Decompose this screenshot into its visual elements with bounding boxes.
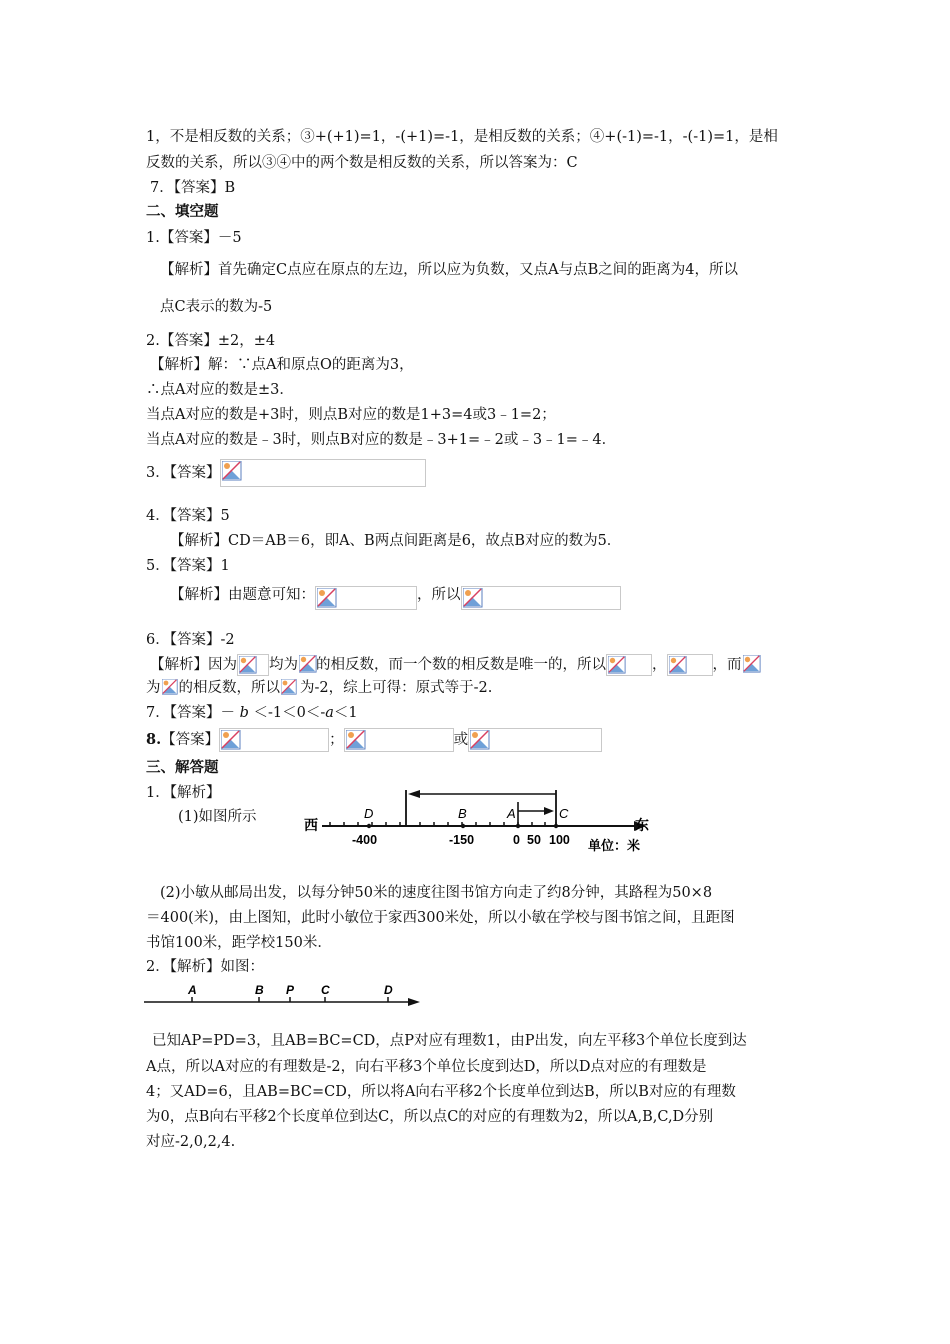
analysis-line: 点C表示的数为-5 [160, 299, 273, 315]
analysis-text: 的相反数，而一个数的相反数是唯一的，所以 [316, 657, 606, 673]
number-line-figure-2 [140, 978, 425, 1008]
point-label: C [559, 806, 569, 821]
text-line: 当点A对应的数是﹣3时，则点B对应的数是﹣3+1=﹣2或﹣3﹣1=﹣4． [146, 432, 617, 448]
analysis-line [150, 654, 762, 676]
analysis-text: 【解析】因为 [150, 657, 237, 673]
image-placeholder-icon [468, 728, 602, 752]
point-label: P [286, 983, 295, 997]
image-placeholder-icon [344, 728, 454, 752]
text-line: 1，不是相反数的关系；③+(+1)=1，-(+1)=-1，是相反数的关系；④+(-1)=-1，-(-1)=1，是相 [146, 129, 778, 145]
unit-label: 单位：米 [588, 838, 641, 853]
math-variable: b [239, 705, 249, 721]
answer-text: ； [329, 732, 344, 748]
math-variable: a [325, 705, 334, 721]
analysis-line: 2．【解析】如图： [146, 959, 264, 975]
analysis-line: 【解析】首先确定C点应在原点的左边，所以应为负数，又点A与点B之间的距离为4，所以 [160, 262, 738, 278]
tick-label: -150 [449, 833, 475, 847]
paragraph-line: 4；又AD=6，且AB=BC=CD，所以将A向右平移2个长度单位到达B，所以B对应的有理数 [146, 1084, 736, 1100]
tick-label: -400 [352, 833, 378, 847]
answer-text: ＜-1＜0＜- [248, 705, 326, 721]
answer-text: ＜1 [333, 705, 358, 721]
paragraph-line: (2)小敏从邮局出发，以每分钟50米的速度往图书馆方向走了约8分钟，其路程为50×8 [160, 885, 713, 901]
analysis-text: 均为 [269, 657, 298, 673]
answer-line [146, 728, 602, 752]
analysis-line: 1．【解析】 [146, 785, 221, 801]
image-placeholder-icon [742, 654, 762, 676]
answer-line: 7．【答案】B [150, 180, 236, 196]
answer-line [146, 703, 358, 723]
image-placeholder-icon [461, 586, 621, 610]
image-placeholder-icon [161, 678, 179, 698]
answer-line: 6．【答案】-2 [146, 632, 235, 648]
tick-label: 0 [513, 833, 520, 847]
paragraph-line: 对应-2,0,2,4. [146, 1134, 236, 1150]
question-number: 8. [146, 731, 162, 748]
paragraph-line: ＝400(米)，由上图知，此时小敏位于家西300米处，所以小敏在学校与图书馆之间，且距图 [146, 910, 735, 926]
answer-line: 2.【答案】±2，±4 [146, 333, 276, 349]
analysis-text: ，而 [712, 657, 742, 673]
text-line: 当点A对应的数是+3时，则点B对应的数是1+3=4或3﹣1=2； [146, 407, 556, 423]
answer-line [146, 459, 426, 487]
answer-text: 7．【答案】－ [146, 705, 240, 721]
point-label: B [255, 983, 264, 997]
answer-line: 5．【答案】1 [146, 558, 230, 574]
paragraph-line: 已知AP=PD=3，且AB=BC=CD，点P对应有理数1，由P出发，向左平移3个单位长度到达 [152, 1033, 747, 1049]
image-placeholder-icon [298, 654, 316, 676]
paragraph-line: 为0，点B向右平移2个长度单位到达C，所以点C的对应的有理数为2，所以A,B,C,D分别 [146, 1109, 714, 1125]
point-label: B [458, 806, 467, 821]
point-b [461, 824, 465, 828]
image-placeholder-icon [237, 654, 269, 676]
number-line-figure-1 [300, 780, 660, 858]
point-label: A [188, 983, 197, 997]
analysis-text: 为-2，综上可得：原式等于-2. [300, 680, 493, 696]
text-line: 反数的关系，所以③④中的两个数是相反数的关系，所以答案为：C [146, 155, 578, 171]
image-placeholder-icon [315, 586, 417, 610]
analysis-line [146, 678, 492, 698]
analysis-text: ，所以 [417, 587, 461, 603]
image-placeholder-icon [606, 654, 652, 676]
analysis-line: 【解析】CD＝AB＝6，即A、B两点间距离是6，故点B对应的数为5． [170, 533, 622, 549]
analysis-line: 【解析】解：∵点A和原点O的距离为3， [150, 357, 414, 373]
answer-text: 或 [453, 732, 469, 748]
image-placeholder-icon [280, 678, 300, 698]
west-label: 西 [304, 817, 318, 833]
point-label: A [507, 806, 516, 821]
image-placeholder-icon [220, 459, 426, 487]
answer-line: 1.【答案】－5 [146, 230, 242, 246]
image-placeholder-icon [219, 728, 329, 752]
point-d [367, 824, 371, 828]
analysis-line [170, 580, 621, 610]
point-label: D [364, 806, 374, 821]
answer-label: 3．【答案】 [146, 465, 221, 481]
answer-line: 4．【答案】5 [146, 508, 230, 524]
section-heading: 三、解答题 [146, 759, 219, 776]
analysis-text: 的相反数，所以 [178, 680, 280, 696]
analysis-text: 为 [146, 680, 161, 696]
tick-label: 50 [527, 833, 541, 847]
point-label: C [321, 983, 330, 997]
east-label: 东 [635, 817, 649, 833]
paragraph-line: A点，所以A对应的有理数是-2，向右平移3个单位长度到达D，所以D点对应的有理数是 [146, 1059, 707, 1075]
analysis-text: 【解析】由题意可知： [170, 587, 315, 603]
tick-label: 100 [549, 833, 570, 847]
point-label: D [384, 983, 393, 997]
paragraph-line: 书馆100米，距学校150米． [146, 935, 332, 951]
analysis-text: ， [652, 657, 667, 673]
image-placeholder-icon [667, 654, 713, 676]
section-heading: 二、填空题 [146, 203, 219, 220]
text-line: ∴点A对应的数是±3． [146, 382, 294, 398]
analysis-line: (1)如图所示 [178, 809, 257, 825]
answer-label: 【答案】 [161, 732, 220, 748]
